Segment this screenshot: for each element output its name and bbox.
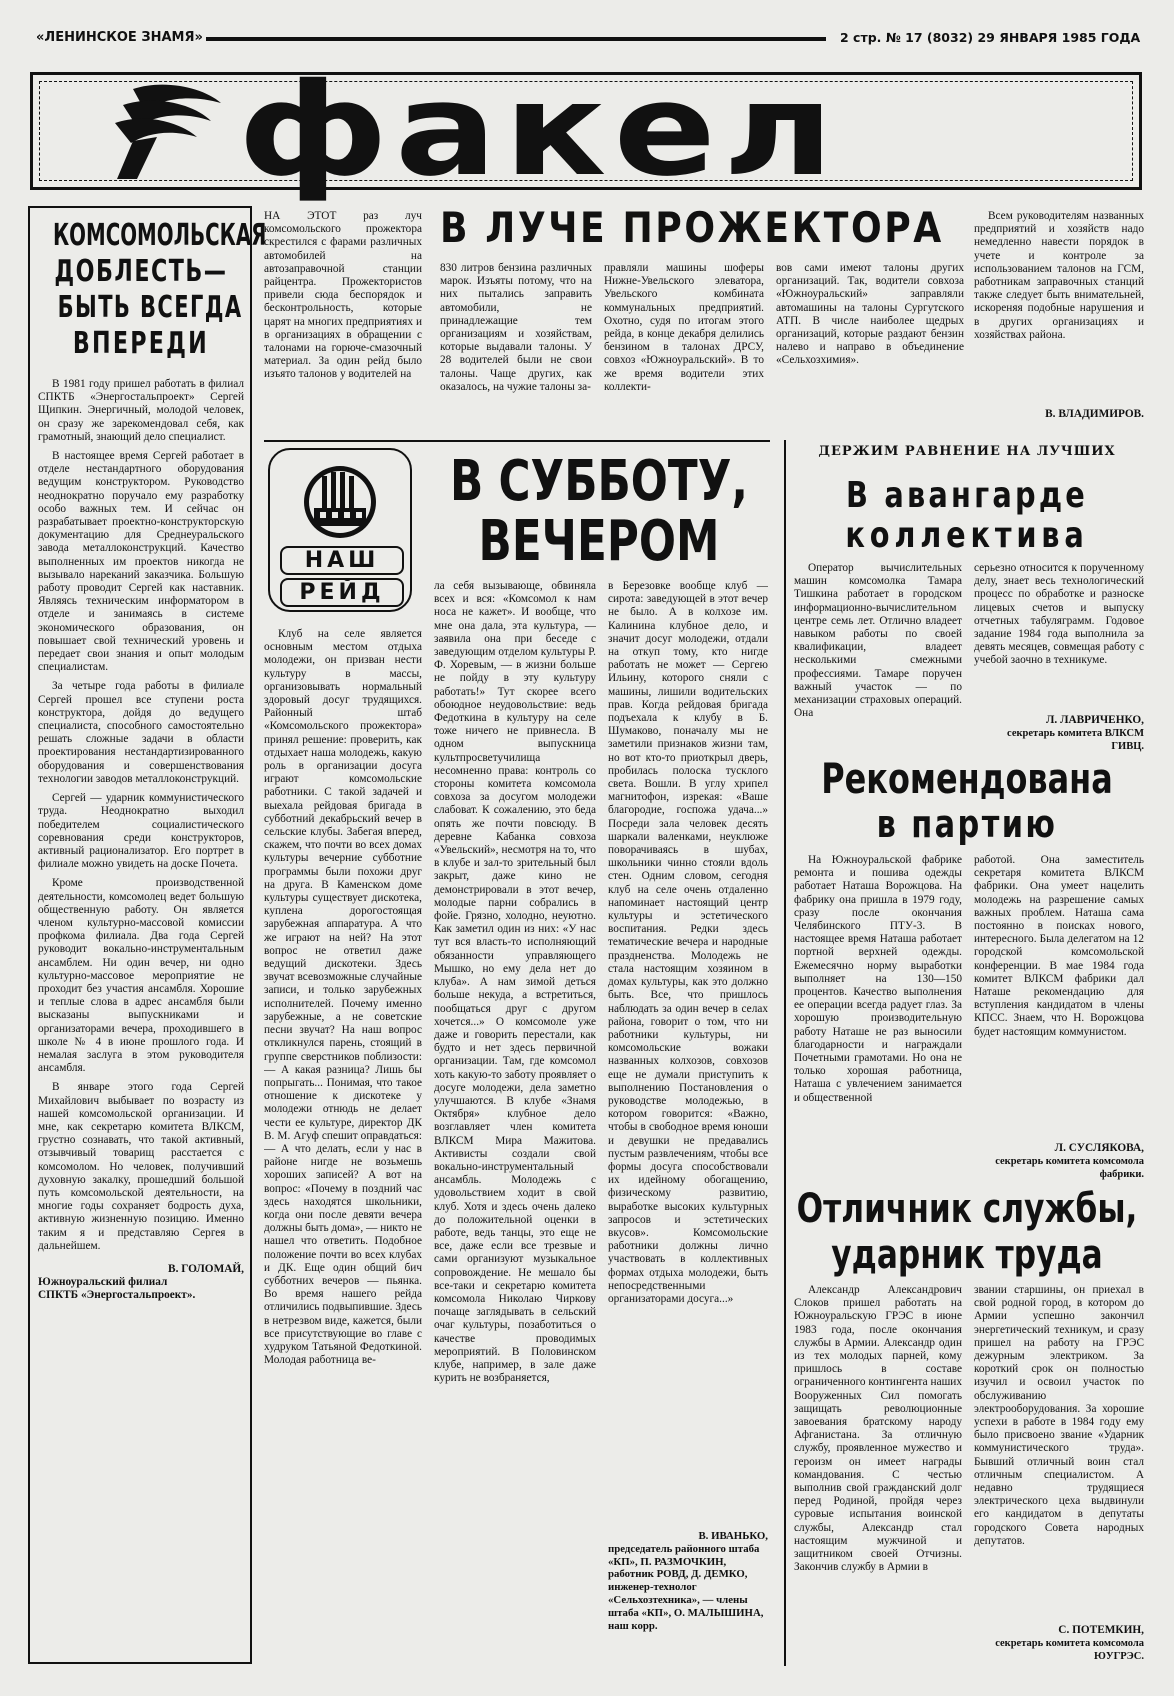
article2-col4: вов сами имеют талоны других организаций. Так, водители совхоза «Южноуральский» заправляли автомашины на талоны Сургутского АТП. В числе наиболее щедрых организаций, которые раздают бензин налево и направо в объединение «Сельхозхимия». (776, 262, 964, 367)
masthead-title: факел (238, 56, 841, 205)
article5-col1: На Южноуральской фабрике ремонта и пошива одежды работает Наташа Ворожцова. На фабрику она пришла в 1979 году, сразу после окончания Челябинского ПТУ-3. В настоящее время Наташа работает портной верхней одежды. Ежемесячно норму выработки выполняет на 130—150 процентов. Качество выполнения ее операции всегда радует глаз. За хорошую производительную работу Наташе не раз выносили благодарности и награждали Почетными грамотами. Но она не только хорошая работница, Наташа с увлечением занимается и общественной (794, 854, 962, 1104)
article5-signature: Л. СУСЛЯКОВА, секретарь комитета комсомола фабрики. (995, 1142, 1144, 1181)
article2-bottom-rule (264, 440, 770, 442)
article5-headline: Рекомендована в партию (821, 754, 1113, 846)
article-komsomol-valor (28, 206, 267, 1664)
article3-signature: В. ИВАНЬКО, председатель районного штаба «КП», П. РАЗМОЧКИН, работник РОВД, Д. ДЕМКО, инженер-технолог «Сельхозтехника», — члены штаба «КП», О. МАЛЫШИНА, наш корр. (608, 1530, 768, 1632)
article2-col2: 830 литров бензина различных марок. Изъяты потому, что на них пытались заправить автомобили, не принадлежащие тем организациям и хозяйствам, которые выдавали талоны. У 28 водителей были не свои талоны. Чаще других, как оказалось, на чужие талоны за- (440, 262, 592, 393)
article3-col2: ла себя вызывающе, обвиняла всех и вся: «Комсомол к нам носа не кажет». И вообще, что мне она дала, эта культура, — заявила она при беседе с заведующим отделом культуры Р. Ф. Хоревым, — в жизни больше не пойду в эту культуру работать!» Тут скорее всего обоюдное неудовольствие: ведь Федоткина в культуру на селе тоже ничего не привнесла. В одном выпускница культпросветучилища несомненно права: контроль со стороны комитета комсомола совхоза за досугом молодежи слабоват. К сожалению, это беда опять же почти повсюду. В деревне Кабанка совхоза «Увельский», несмотря на то, что в клубе и зал-то зрительный был закрыт, даже кино не демонстрировали в этот вечер, молодые парни собрались в фойе. Грязно, холодно, неуютно. Как заметил один из них: «У нас тут вся власть-то исполняющий обязанности управляющего Мышко, но ему дела нет до клуба». А нам зимой деться больше некуда, а встретиться, пообщаться друг с другом хочется...» О комсомоле уже даже и говорить перестали, как будто и нет здесь первичной организации. Там, где комсомол хоть какую-то заботу проявляет о досуге молодежи, дела заметно улучшаются. В клубе «Знамя Октября» клубное дело возглавляет член комитета ВЛКСМ Мира Мажитова. Активисты создали свой вокально-инструментальный ансамбль. Молодежь с удовольствием ходит в свой клуб. Хотя и здесь очень далеко до положительной оценки в работе, ведь танцы, это еще не все, даже если все трезвые и сами организуют музыкальное сопровождение. Не мешало бы все-таки и секретарю комитета комсомола Николаю Чиркову почаще заглядывать в сельский очаг культуры, позаботиться о качестве проводимых мероприятий. В Половинском клубе, например, в зале даже курить не возбраняется, (434, 580, 596, 1385)
article3-headline: В СУББОТУ, ВЕЧЕРОМ (449, 449, 749, 574)
article6-headline: Отличник службы, ударник труда (796, 1186, 1138, 1278)
article6-col2: звании старшины, он приехал в свой родной город, в котором до Армии успешно закончил энергетический техникум, и сразу пришел на работу на ГРЭС дежурным электриком. За короткий срок он полностью изучил и освоил участок по обслуживанию электрооборудования. За хорошие успехи в работе в 1984 году ему было присвоено звание «Ударник коммунистического труда». Бывший отличный воин стал отличным специалистом. А недавно трудящиеся электрического цеха выдвинули его кандидатом в депутаты городского Совета народных депутатов. (974, 1284, 1144, 1547)
raid-logo (268, 448, 412, 612)
raid-logo-line2: РЕЙД (280, 578, 404, 607)
article2-col5: Всем руководителям названных предприятий и хозяйств надо немедленно навести порядок в учете и контроле за использованием талонов на ГСМ, работникам заправочных станций также следует быть внимательней, искореняя подобные нарушения и в других организациях и хозяйствах района. (974, 210, 1144, 341)
column-divider (784, 440, 786, 1666)
article5-col2: работой. Она заместитель секретаря комитета ВЛКСМ фабрики. Она умеет нацелить молодежь на разрешение самых важных проблем. Наташа сама постоянно в поисках нового, интересного. Была делегатом на 12 городской комсомольской конференции. В мае 1984 года комитет ВЛКСМ фабрики дал Наташе рекомендацию для вступления кандидатом в члены КПСС. Знаем, что Н. Ворожцова будет настоящим коммунистом. (974, 854, 1144, 1038)
rubric-label: ДЕРЖИМ РАВНЕНИЕ НА ЛУЧШИХ (818, 444, 1116, 459)
header-rule (206, 37, 826, 41)
article3-col1: Клуб на селе является основным местом отдыха молодежи, он призван нести культуру в массы, организовывать нормальный здоровый досуг трудящихся. Районный штаб «Комсомольского прожектора» принял решение: проверить, как отдыхает наша молодежь, какую роль в организации досуга играют комсомольские работники. С такой задачей и выехала рейдовая бригада в субботний декабрьский вечер в сельские клубы. Забегая вперед, скажем, что почти во всех домах культуры вечерние субботние программы были похожи друг на друга. В Каменском доме культуры существует дискотека, куплена дорогостоящая зарубежная аппаратура. А что же играют на ней? На этот вопрос не ответил даже ведущий дискотеки. Здесь звучат всевозможные случайные записи, и только зарубежных исполнителей. Почему именно зарубежные, а не советские песни звучат? На наш вопрос откликнулся парень, стоящий в группе сверстников поблизости: — А какая разница? Лишь бы попрыгать... Понимая, что такое отношение к дискотеке у молодежи отнюдь не делает чести ее культуре, директор ДК В. М. Агуф спешит оправдаться: — А что делать, если у нас в районе нигде не возьмешь хороших записей? А вот на вопрос: «Почему в поздний час здесь находятся школьники, когда они после девяти вечера должны быть дома», — никто не нашел что ответить. Подобное положение почти во всех клубах и ДК. Еще один общий бич субботних вечеров — пьянка. Во время нашего рейда отличились подвыпившие. Здесь в нетрезвом виде, кажется, были все присутствующие во главе с худруком Татьяной Федоткиной. Молодая работница ве- (264, 628, 422, 1367)
article2-col3: правляли машины шоферы Нижне-Увельского элеватора, Увельского комбината коммунальных предприятий. Охотно, судя по итогам этого рейда, в конце декабря делились бензином в талонах ДРСУ, совхоз «Южноуральский». В то же время водители этих коллекти- (604, 262, 764, 393)
article4-col1: Оператор вычислительных машин комсомолка Тамара Тишкина работает в городском информационно-вычислительном центре семь лет. Отлично владеет навыком работы по своей квалификации, владеет несколькими смежными профессиями. Тамаре поручен важный участок — по механизации страховых операций. Она (794, 562, 962, 720)
article6-col1: Александр Александрович Слоков пришел работать на Южноуральскую ГРЭС в июне 1983 года, после окончания службы в Армии. Александр один из тех молодых парней, кому пришлось в составе ограниченного контингента наших Вооруженных Сил помогать защищать революционные завоевания братскому народу Афганистана. За отличную службу, проявленное мужество и героизм он имеет награды командования. С честью выполнив свой гражданский долг перед Родиной, пройдя через суровые испытания воинской службы, Александр стал настоящим мужчиной и защитником своей Отчизны. Закончив службу в Армии в (794, 1284, 962, 1574)
article1-affiliation: Южноуральский филиал СПКТБ «Энергостальпроект». (38, 1276, 196, 1302)
article1-headline: КОМСОМОЛЬСКАЯ ДОБЛЕСТЬ— БЫТЬ ВСЕГДА ВПЕРЕДИ (52, 218, 267, 361)
article4-headline: В авангарде коллектива (845, 475, 1089, 556)
article1-signature: В. ГОЛОМАЙ, (168, 1263, 244, 1275)
raid-logo-line1: НАШ (280, 546, 404, 575)
issue-info: 2 стр. № 17 (8032) 29 ЯНВАРЯ 1985 ГОДА (840, 30, 1141, 45)
article4-col2: серьезно относится к порученному делу, знает весь технологический процесс по обработке и разноске лицевых счетов и выпуску отчетных табуляграмм. Годовое задание 1984 года выполнила за девять месяцев, совмещая работу с учебой заочно в техникуме. (974, 562, 1144, 667)
article3-col3: в Березовке вообще клуб — сирота: заведующей в этот вечер не было. А в колхозе им. Калинина клубное дело, и значит досуг молодежи, отдали на откуп тому, кто нигде работать не может — Сергею Ильину, которого сняли с машины, лишили водительских прав. Когда рейдовая бригада подъехала к клубу в Б. Шумаково, поначалу мы не заметили признаков жизни там, но вот кто-то приоткрыл дверь, пробилась полоска тусклого света. Вошли. В углу хрипел магнитофон, изрекая: «Ваше благородие, госпожа удача...» Посреди зала человек десять шаркали валенками, неуклюже поворачиваясь в шубах, школьники чинно стояли вдоль стен. Одним словом, сегодня клуб на селе очень отдаленно напоминает настоящий центр культуры и эстетического воспитания. Редки здесь тематические вечера и народные праздненства. Молодежь не стала настоящим хозяином в домах культуры, как это должно быть. Все, что пришлось наблюдать за один вечер в селах района, говорит о том, что ни работники культуры, ни комсомольские вожаки названных колхозов, совхозов еще не думали приступить к выполнению Постановления о руководстве молодежью, в котором говорится: «Важно, чтобы в свободное время юноши и девушки не предавались пустым развлечениям, чтобы все формы досуга способствовали их идейному обогащению, физическому развитию, выработке высоких культурных запросов и эстетических вкусов». Комсомольские работники должны лично участвовать в коллективных формах отдыха молодежи, быть непосредственными организаторами досуга...» (608, 580, 768, 1305)
paper-name: «ЛЕНИНСКОЕ ЗНАМЯ» (36, 30, 203, 45)
torch-icon (93, 81, 233, 181)
masthead (30, 56, 1142, 205)
article1-body: В 1981 году пришел работать в филиал СПКТБ «Энергостальпроект» Сергей Щипкин. Энергичный, молодой человек, он сразу же зарекомендовал себя, как грамотный, знающий дело специалист. В настоящее время Сергей работает в отделе нестандартного оборудования ведущим конструктором. Руководство неоднократно поручало ему разработку особо важных тем. И сейчас он разрабатывает проектно-конструкторскую документацию для Среднеуральского завода металлоконструкций. Качество выполненных им проектов никогда не вызывало нареканий заказчика. Большую работу проводит Сергей как наставник. Являясь техническим информатором в отделе и занимаясь в системе экономического образования, он повышает свой технический уровень и передает свои знания и опыт молодым специалистам. За четыре года работы в филиале Сергей прошел все ступени роста конструктора, дойдя до ведущего специалиста, способного самостоятельно решать сложные задачи в области проектирования нестандартизированного оборудования и совершенствования технологии заводов металлоконструкций. Сергей — ударник коммунистического труда. Неоднократно выходил победителем социалистического соревнования среди конструкторов, активный рационализатор. Его портрет в филиале можно увидеть на доске Почета. Кроме производственной деятельности, комсомолец ведет большую общественную работу. Он является членом культурно-массовой комиссии профкома филиала. Два года Сергей руководит вокально-инструментальным ансамблем. Ни один вечер, ни одно культурно-массовое мероприятие не проходит без участия ансамбля. Хорошие и теплые слова в адрес ансамбля были высказаны выпускниками и организаторами вечера, проходившего в школе № 4 в июне прошлого года. И немалая заслуга в этом руководителя ансамбля. В январе этого года Сергей Михайлович выбывает по возрасту из нашей комсомольской организации. И мне, как секретарю комитета ВЛКСМ, грустно сознавать, что такой активный, отзывчивый товарищ расстается с комсомолом. Но человек, получивший духовную закалку, прошедший большой путь комсомольской деятельности, на многие годы сохраняет бодрость духа, активную жизненную позицию. Именно таким я и представляю Сергея в дальнейшем. (38, 378, 244, 1252)
article2-intro: НА ЭТОТ раз луч комсомольского прожектора скрестился с фарами различных автомобилей на автозаправочной станции райцентра. Прожектористов привели сюда беспорядок и бесконтрольность, которые царят на многих предприятиях и в организациях в обращении с талонами на горюче-смазочный материал. За один рейд было изъято талонов у водителей на (264, 210, 422, 381)
article2-signature: В. ВЛАДИМИРОВ. (1045, 408, 1144, 420)
article6-signature: С. ПОТЕМКИН, секретарь комитета комсомола ЮУГРЭС. (995, 1624, 1144, 1663)
article2-headline: В ЛУЧЕ ПРОЖЕКТОРА (440, 203, 944, 252)
factory-icon (300, 462, 380, 542)
article4-signature: Л. ЛАВРИЧЕНКО, секретарь комитета ВЛКСМ ГИВЦ. (1007, 714, 1144, 753)
